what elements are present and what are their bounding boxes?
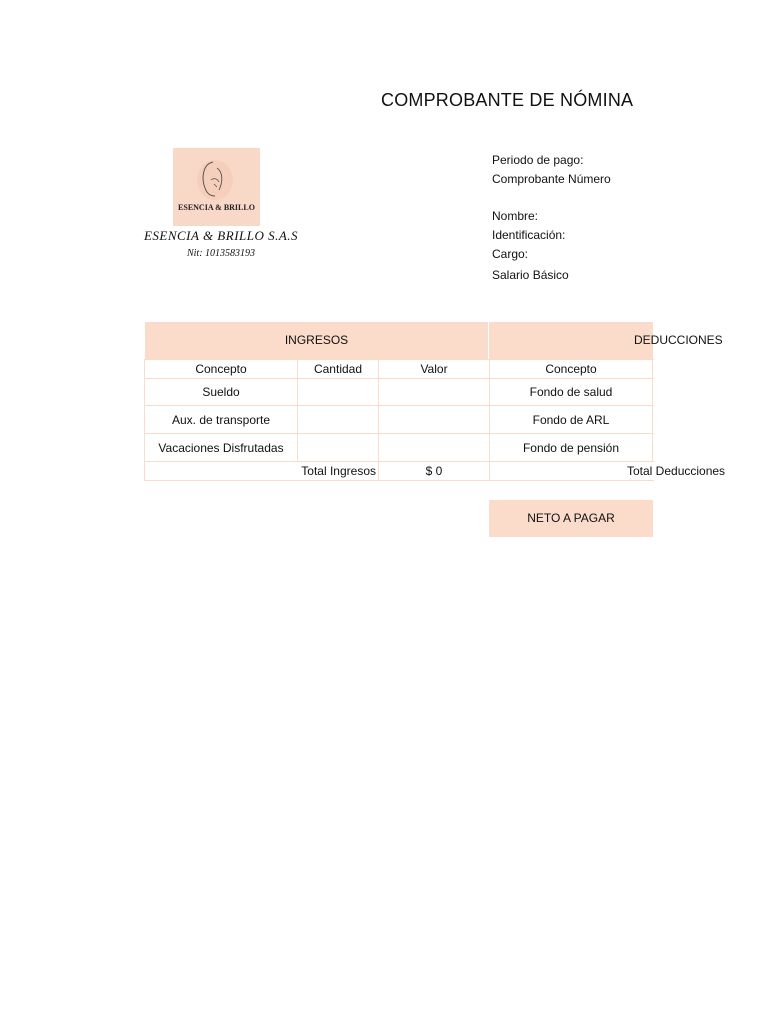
- col-valor: Valor: [420, 362, 448, 376]
- deducciones-header: DEDUCCIONES: [490, 322, 653, 359]
- nombre-label: Nombre:: [492, 209, 539, 223]
- col-cantidad: Cantidad: [313, 362, 363, 376]
- ingreso-row-transporte: Aux. de transporte: [171, 413, 271, 427]
- col-concepto: Concepto: [195, 362, 247, 376]
- total-ingresos-value: $ 0: [425, 464, 443, 478]
- ingreso-row-sueldo: Sueldo: [202, 385, 240, 399]
- deduccion-row-arl: Fondo de ARL: [532, 413, 610, 427]
- col-deduccion-concepto: Concepto: [545, 362, 597, 376]
- cargo-label: Cargo:: [492, 247, 529, 261]
- deduccion-row-salud: Fondo de salud: [529, 385, 613, 399]
- total-ingresos-label: Total Ingresos: [301, 464, 376, 478]
- periodo-label: Periodo de pago:: [492, 153, 584, 167]
- logo-text: ESENCIA & BRILLO: [178, 203, 255, 212]
- salario-label: Salario Básico: [492, 268, 569, 282]
- neto-a-pagar: NETO A PAGAR: [489, 500, 653, 537]
- ingreso-row-vacaciones: Vacaciones Disfrutadas: [158, 441, 284, 455]
- company-name: ESENCIA & BRILLO S.A.S: [143, 228, 299, 243]
- deduccion-row-pension: Fondo de pensión: [522, 441, 620, 455]
- company-nit: Nit: 1013583193: [186, 248, 256, 259]
- identificacion-label: Identificación:: [492, 228, 566, 242]
- ingresos-header: INGRESOS: [145, 322, 488, 359]
- total-deducciones-label: Total Deducciones: [627, 464, 726, 478]
- document-title: COMPROBANTE DE NÓMINA: [381, 90, 634, 110]
- comprobante-label: Comprobante Número: [492, 172, 611, 186]
